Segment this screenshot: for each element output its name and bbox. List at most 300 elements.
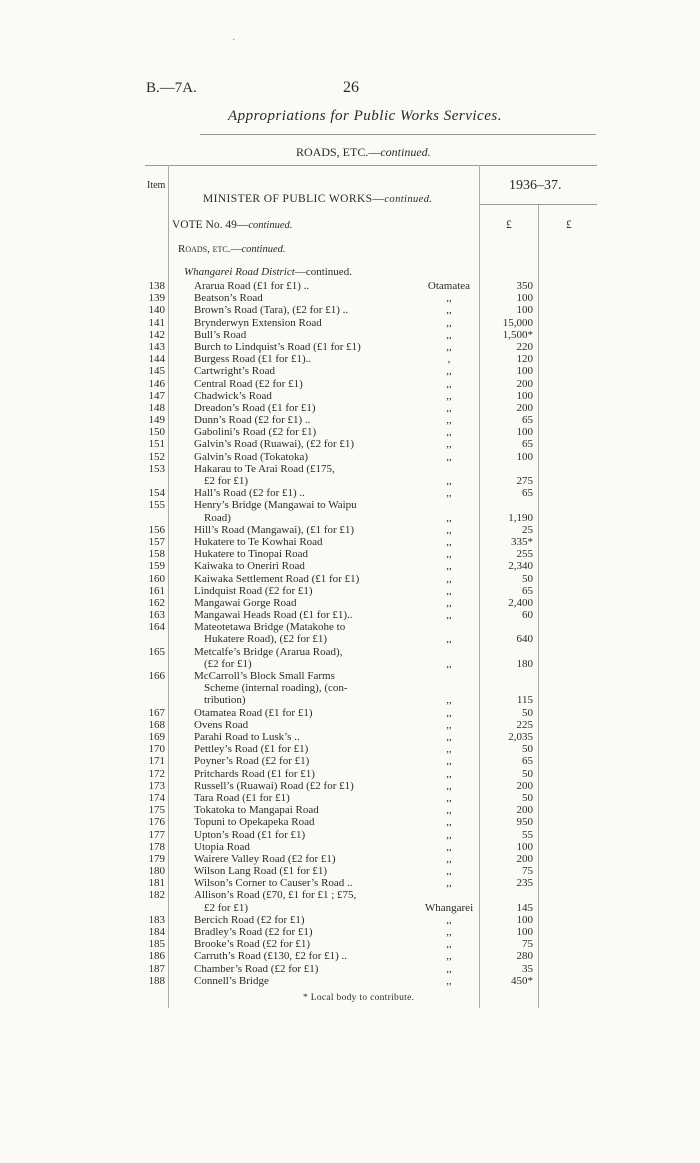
description-line: (£2 for £1) [204,657,252,670]
work-description [194,719,408,731]
description-line: Kaiwaka Settlement Road (£1 for £1) [194,572,360,585]
table-row [0,341,700,353]
amount: 200 [516,852,533,865]
item-number: 144 [148,353,165,366]
electorate: ,, [446,852,452,865]
footnote: * Local body to contribute. [303,993,415,1003]
description-line: Tara Road (£1 for £1) [194,791,290,804]
description-line: Carruth’s Road (£130, £2 for £1) .. [194,950,348,963]
description-line: Bercich Road (£2 for £1) [194,913,305,926]
description-line: Hukatere to Tinopai Road [194,548,308,561]
page-number: 26 [343,79,359,96]
description-line: Ovens Road [194,718,249,731]
table-row [0,548,700,560]
table-row [0,792,700,804]
electorate: ,, [446,816,452,829]
description-line: Kaiwaka to Oneriri Road [194,560,305,573]
item-number: 145 [148,365,165,378]
table-row [0,292,700,304]
electorate: ,, [446,548,452,561]
table-row [0,914,700,926]
district-name: Whangarei Road District [184,266,295,278]
item-number: 146 [148,377,165,390]
amount: 350 [516,280,533,292]
work-description [194,292,408,304]
subtitle-text: ROADS, ETC.— [296,145,381,159]
item-number: 152 [148,450,165,463]
item-number: 170 [148,743,165,756]
work-description [194,573,408,585]
electorate: ,, [446,340,452,353]
amount: 2,035 [508,731,533,744]
work-description [194,792,408,804]
item-number: 176 [148,816,165,829]
work-description [194,378,408,390]
amount: 275 [516,475,533,487]
amount: 50 [522,706,533,719]
description-line: Beatson’s Road [194,292,263,305]
item-number: 183 [148,913,165,926]
description-line: Tokatoka to Mangapai Road [194,804,319,817]
work-description [194,914,408,926]
roads-continued: continued. [241,244,286,255]
description-line: Poyner’s Road (£2 for £1) [194,755,310,768]
table-row [0,524,700,536]
table-row [0,804,700,816]
work-description [194,829,408,841]
amount: 75 [522,865,533,878]
work-description [194,768,408,780]
section-subtitle [296,145,431,160]
description-line: Otamatea Road (£1 for £1) [194,706,313,719]
subtitle-continued: continued. [380,145,431,159]
description-line: Dunn’s Road (£2 for £1) .. [194,414,311,427]
work-description [194,438,408,450]
item-number: 156 [148,523,165,536]
appropriation-rows [0,280,700,987]
table-row [0,402,700,414]
work-description [194,597,408,609]
item-number: 182 [148,889,165,902]
electorate: ,, [446,304,452,317]
work-description [194,646,408,670]
item-number: 180 [148,865,165,878]
electorate: ,, [446,938,452,951]
item-number: 185 [148,938,165,951]
work-description [194,353,408,365]
work-description [194,853,408,865]
work-description [194,609,408,621]
item-number: 187 [148,962,165,975]
table-row [0,743,700,755]
amount: 100 [516,389,533,402]
item-number: 175 [148,804,165,817]
item-number: 179 [148,852,165,865]
amount: 200 [516,377,533,390]
item-number: 184 [148,926,165,939]
work-description [194,280,408,292]
table-row [0,816,700,828]
electorate: ,, [446,743,452,756]
description-line: Wairere Valley Road (£2 for £1) [194,852,336,865]
work-description [194,451,408,463]
item-number: 158 [148,548,165,561]
item-number: 149 [148,414,165,427]
description-line: Scheme (internal roading), (con- [204,682,348,695]
description-line: Brown’s Road (Tara), (£2 for £1) .. [194,304,349,317]
work-description [194,975,408,987]
item-number: 143 [148,340,165,353]
electorate: ,, [446,865,452,878]
description-line: Chadwick’s Road [194,389,272,402]
title-rule [200,134,596,135]
item-number: 154 [148,487,165,500]
description-line: Gabolini’s Road (£2 for £1) [194,426,317,439]
description-line: Metcalfe’s Bridge (Ararua Road), [194,645,343,658]
table-row [0,463,700,487]
work-description [194,889,408,913]
description-line: Brooke’s Road (£2 for £1) [194,938,311,951]
description-line: Brynderwyn Extension Road [194,316,322,329]
description-line: Henry’s Bridge (Mangawai to Waipu [194,499,357,512]
table-row [0,975,700,987]
item-number: 160 [148,572,165,585]
amount: 100 [516,926,533,939]
minister-continued: continued. [384,194,433,205]
amount: 100 [516,304,533,317]
item-number: 148 [148,401,165,414]
amount: 115 [516,694,533,707]
item-number: 151 [148,438,165,451]
amount: 50 [522,572,533,585]
description-line: Wilson’s Corner to Causer’s Road .. [194,877,353,890]
description-line: Allison’s Road (£70, £1 for £1 ; £75, [194,889,357,902]
work-description [194,670,408,707]
table-row [0,390,700,402]
amount: 200 [516,804,533,817]
work-description [194,621,408,645]
roads-text: Roads, etc.— [178,243,242,255]
table-row [0,499,700,523]
amount: 50 [522,743,533,756]
amount: 65 [522,584,533,597]
table-row [0,938,700,950]
electorate: ,, [446,596,452,609]
work-description [194,743,408,755]
table-row [0,670,700,707]
electorate: ,, [446,328,452,341]
electorate: ,, [446,877,452,890]
table-row [0,877,700,889]
work-description [194,536,408,548]
amount: 255 [516,548,533,561]
work-description [194,938,408,950]
work-description [194,841,408,853]
work-description [194,926,408,938]
table-row [0,560,700,572]
description-line: Galvin’s Road (Ruawai), (£2 for £1) [194,438,355,451]
work-description [194,304,408,316]
work-description [194,877,408,889]
work-description [194,402,408,414]
table-row [0,414,700,426]
item-number: 161 [148,584,165,597]
work-description [194,390,408,402]
table-row [0,755,700,767]
work-description [194,950,408,962]
table-row [0,378,700,390]
amount: 450* [511,974,533,987]
work-description [194,499,408,523]
item-number: 159 [148,560,165,573]
amount: 75 [522,938,533,951]
table-row [0,950,700,962]
description-line: Burgess Road (£1 for £1).. [194,353,312,366]
description-line: Utopia Road [194,840,250,853]
amount: 100 [516,450,533,463]
minister-text: MINISTER OF PUBLIC WORKS— [203,193,385,205]
table-row [0,926,700,938]
work-description [194,707,408,719]
description-line: Central Road (£2 for £1) [194,377,303,390]
electorate: ,, [446,633,452,646]
description-line: Parahi Road to Lusk’s .. [194,731,300,744]
description-line: £2 for £1) [204,475,248,488]
year-column-header: 1936–37. [509,178,562,193]
amount: 200 [516,779,533,792]
description-line: Hill’s Road (Mangawai), (£1 for £1) [194,523,355,536]
electorate: ,, [446,511,452,524]
electorate: , [447,353,451,366]
amount: 640 [516,633,533,646]
item-number: 153 [148,462,165,475]
description-line: Hukatere Road), (£2 for £1) [204,633,328,646]
item-column-header: Item [147,180,166,191]
item-number: 164 [148,621,165,634]
description-line: Lindquist Road (£2 for £1) [194,584,313,597]
description-line: Bradley’s Road (£2 for £1) [194,926,313,939]
electorate: ,, [446,292,452,305]
description-line: McCarroll’s Block Small Farms [194,670,335,683]
table-row [0,865,700,877]
table-row [0,304,700,316]
amount: 225 [516,718,533,731]
page-speck: · [232,35,236,46]
table-row [0,719,700,731]
work-description [194,365,408,377]
description-line: Burch to Lindquist’s Road (£1 for £1) [194,340,361,353]
work-description [194,426,408,438]
description-line: Cartwright’s Road [194,365,275,378]
district-heading [184,266,352,278]
item-number: 168 [148,718,165,731]
item-number: 169 [148,731,165,744]
electorate: ,, [446,523,452,536]
electorate: ,, [446,535,452,548]
item-number: 138 [148,280,165,292]
electorate: ,, [446,767,452,780]
table-row [0,353,700,365]
electorate: ,, [446,316,452,329]
table-row [0,536,700,548]
item-number: 186 [148,950,165,963]
electorate: ,, [446,401,452,414]
document-reference: B.—7A. [146,80,197,96]
electorate: ,, [446,426,452,439]
item-number: 157 [148,535,165,548]
work-description [194,317,408,329]
table-row [0,573,700,585]
item-number: 188 [148,974,165,987]
description-line: Pettley’s Road (£1 for £1) [194,743,309,756]
amount: 65 [522,755,533,768]
item-number: 162 [148,596,165,609]
electorate: ,, [446,731,452,744]
electorate: ,, [446,377,452,390]
item-number: 177 [148,828,165,841]
work-description [194,963,408,975]
electorate: ,, [446,755,452,768]
electorate: ,, [446,950,452,963]
electorate: ,, [446,791,452,804]
amount: 55 [522,828,533,841]
description-line: £2 for £1) [204,901,248,914]
description-line: Mangawai Gorge Road [194,596,297,609]
table-top-rule [145,165,597,166]
electorate: ,, [446,657,452,670]
electorate: ,, [446,450,452,463]
amount: 950 [516,816,533,829]
table-row [0,280,700,292]
table-row [0,731,700,743]
district-continued: —continued. [294,266,352,278]
amount: 1,190 [508,511,533,524]
table-row [0,853,700,865]
amount: 15,000 [502,316,533,329]
electorate: ,, [446,475,452,487]
amount: 2,400 [508,596,533,609]
description-line: Dreadon’s Road (£1 for £1) [194,401,316,414]
amount: 120 [516,353,533,366]
electorate: ,, [446,962,452,975]
item-number: 142 [148,328,165,341]
table-row [0,841,700,853]
electorate: ,, [446,414,452,427]
amount: 35 [522,962,533,975]
description-line: Hall’s Road (£2 for £1) .. [194,487,305,500]
electorate: ,, [446,804,452,817]
electorate: ,, [446,389,452,402]
amount: 65 [522,414,533,427]
description-line: Chamber’s Road (£2 for £1) [194,962,319,975]
description-line: Topuni to Opekapeka Road [194,816,315,829]
amount: 100 [516,365,533,378]
description-line: Mangawai Heads Road (£1 for £1).. [194,609,353,622]
work-description [194,463,408,487]
description-line: Hakarau to Te Arai Road (£175, [194,462,335,475]
amount: 50 [522,767,533,780]
amount: 1,500* [502,328,533,341]
work-description [194,548,408,560]
work-description [194,780,408,792]
table-row [0,426,700,438]
electorate: ,, [446,560,452,573]
amount: 60 [522,609,533,622]
amount: 100 [516,840,533,853]
table-row [0,829,700,841]
vote-continued: continued. [248,220,293,231]
amount: 50 [522,791,533,804]
vote-text: VOTE No. 49— [172,219,249,231]
description-line: Russell’s (Ruawai) Road (£2 for £1) [194,779,354,792]
work-description [194,329,408,341]
electorate: ,, [446,438,452,451]
description-line: Pritchards Road (£1 for £1) [194,767,315,780]
item-number: 147 [148,389,165,402]
item-number: 139 [148,292,165,305]
work-description [194,560,408,572]
description-line: Bull’s Road [194,328,247,341]
table-row [0,621,700,645]
work-description [194,865,408,877]
electorate: ,, [446,609,452,622]
electorate: ,, [446,365,452,378]
table-row [0,889,700,913]
pound-symbol-col2: £ [566,219,572,231]
item-number: 178 [148,840,165,853]
item-number: 155 [148,499,165,512]
electorate: ,, [446,913,452,926]
item-number: 166 [148,670,165,683]
electorate: ,, [446,487,452,500]
work-description [194,414,408,426]
table-row [0,451,700,463]
item-number: 150 [148,426,165,439]
table-row [0,707,700,719]
item-number: 171 [148,755,165,768]
page-title: Appropriations for Public Works Services. [228,108,502,124]
amount: 200 [516,401,533,414]
work-description [194,755,408,767]
item-number: 172 [148,767,165,780]
description-line: Ararua Road (£1 for £1) .. [194,280,310,292]
amount: 220 [516,340,533,353]
amount: 65 [522,438,533,451]
description-line: Wilson Lang Road (£1 for £1) [194,865,328,878]
amount: 100 [516,292,533,305]
amount: 2,340 [508,560,533,573]
table-row [0,329,700,341]
amount: 65 [522,487,533,500]
table-row [0,963,700,975]
work-description [194,524,408,536]
table-row [0,438,700,450]
roads-heading [178,243,286,255]
work-description [194,804,408,816]
description-line: Galvin’s Road (Tokatoka) [194,450,309,463]
amount: 235 [516,877,533,890]
electorate: ,, [446,840,452,853]
electorate: Otamatea [427,280,471,292]
table-row [0,585,700,597]
description-line: Road) [204,511,231,524]
electorate: ,, [446,584,452,597]
item-number: 163 [148,609,165,622]
electorate: ,, [446,828,452,841]
item-number: 174 [148,791,165,804]
table-row [0,487,700,499]
amount: 180 [516,657,533,670]
